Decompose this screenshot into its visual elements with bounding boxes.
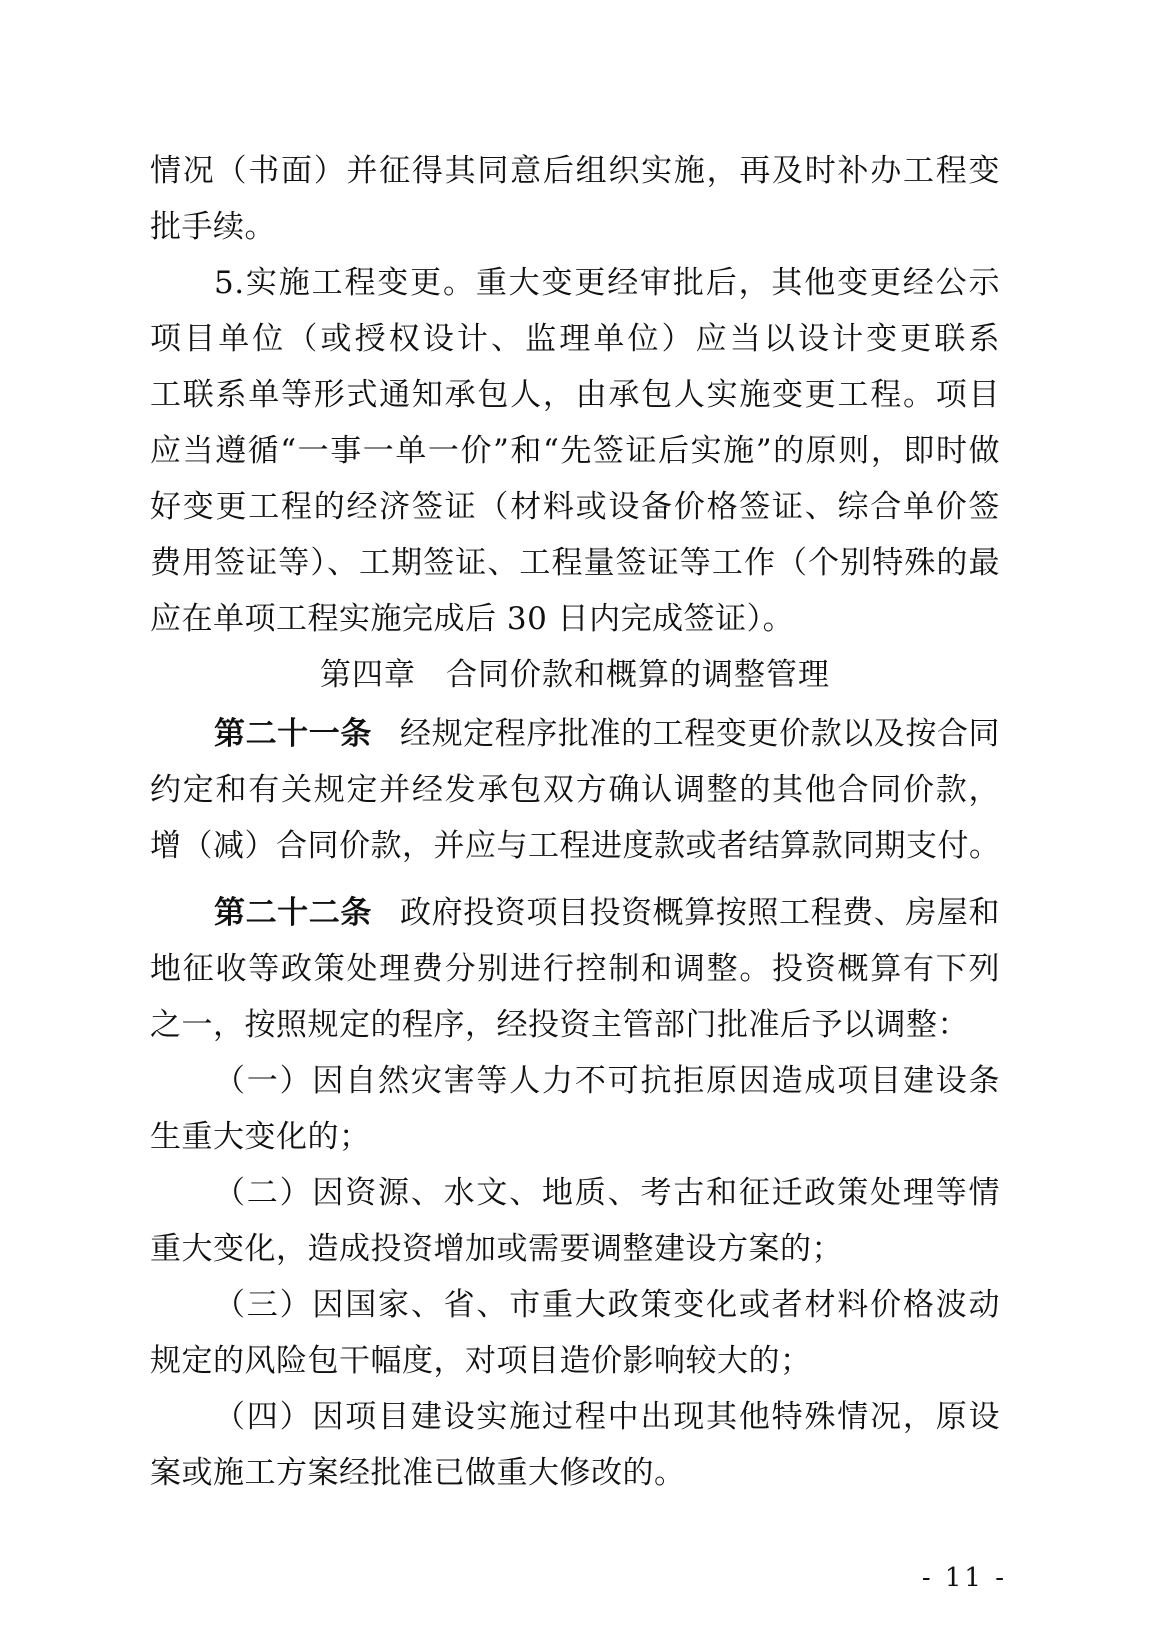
- page-number: - 11 -: [921, 1563, 1007, 1593]
- text-line: 项目单位（或授权设计、监理单位）应当以设计变更联系: [150, 321, 1000, 357]
- chapter-title: 合同价款和概算的调整管理: [446, 657, 830, 693]
- list-item-3: （三）因国家、省、市重大政策变化或者材料价格波动: [214, 1287, 1000, 1323]
- text-line: 5.实施工程变更。重大变更经审批后，其他变更经公示: [214, 265, 1000, 301]
- article-22-first-line: [150, 894, 1000, 933]
- list-item-2: （二）因资源、水文、地质、考古和征迁政策处理等情: [214, 1175, 1000, 1211]
- text-line: 批手续。: [150, 209, 276, 245]
- text-line: 好变更工程的经济签证（材料或设备价格签证、综合单价签: [150, 489, 1000, 525]
- text-line: 生重大变化的；: [150, 1119, 371, 1155]
- text-line: 增（减）合同价款，并应与工程进度款或者结算款同期支付。: [150, 828, 1001, 864]
- text-line: 重大变化，造成投资增加或需要调整建设方案的；: [150, 1231, 843, 1267]
- article-22-title: 第二十二条: [214, 895, 372, 931]
- list-item-4: （四）因项目建设实施过程中出现其他特殊情况，原设: [214, 1399, 1000, 1435]
- text-line: 情况（书面）并征得其同意后组织实施，再及时补办工程变: [150, 153, 1000, 189]
- chapter-heading: [150, 656, 1000, 695]
- list-item-1: （一）因自然灾害等人力不可抗拒原因造成项目建设条: [214, 1063, 1000, 1099]
- chapter-number: 第四章: [320, 657, 416, 693]
- text-line: 之一，按照规定的程序，经投资主管部门批准后予以调整：: [150, 1007, 969, 1043]
- article-21-title: 第二十一条: [214, 716, 372, 752]
- text-line: 工联系单等形式通知承包人，由承包人实施变更工程。项目: [150, 377, 1000, 413]
- text-line: 费用签证等）、工期签证、工程量签证等工作（个别特殊的最: [150, 545, 1000, 581]
- text-line: 应当遵循“一事一单一价”和“先签证后实施”的原则，即时做: [150, 433, 1000, 469]
- article-21-text: 经规定程序批准的工程变更价款以及按合同: [399, 716, 1000, 752]
- article-22-text: 政府投资项目投资概算按照工程费、房屋和: [399, 895, 1000, 931]
- text-line: 规定的风险包干幅度，对项目造价影响较大的；: [150, 1343, 812, 1379]
- text-line: 约定和有关规定并经发承包双方确认调整的其他合同价款，: [150, 772, 1000, 808]
- page-body: [150, 152, 1000, 1510]
- text-line: 地征收等政策处理费分别进行控制和调整。投资概算有下列: [150, 951, 1000, 987]
- text-line: 应在单项工程实施完成后 30 日内完成签证）。: [150, 601, 795, 637]
- text-line: 案或施工方案经批准已做重大修改的。: [150, 1455, 686, 1491]
- article-21-first-line: [150, 715, 1000, 754]
